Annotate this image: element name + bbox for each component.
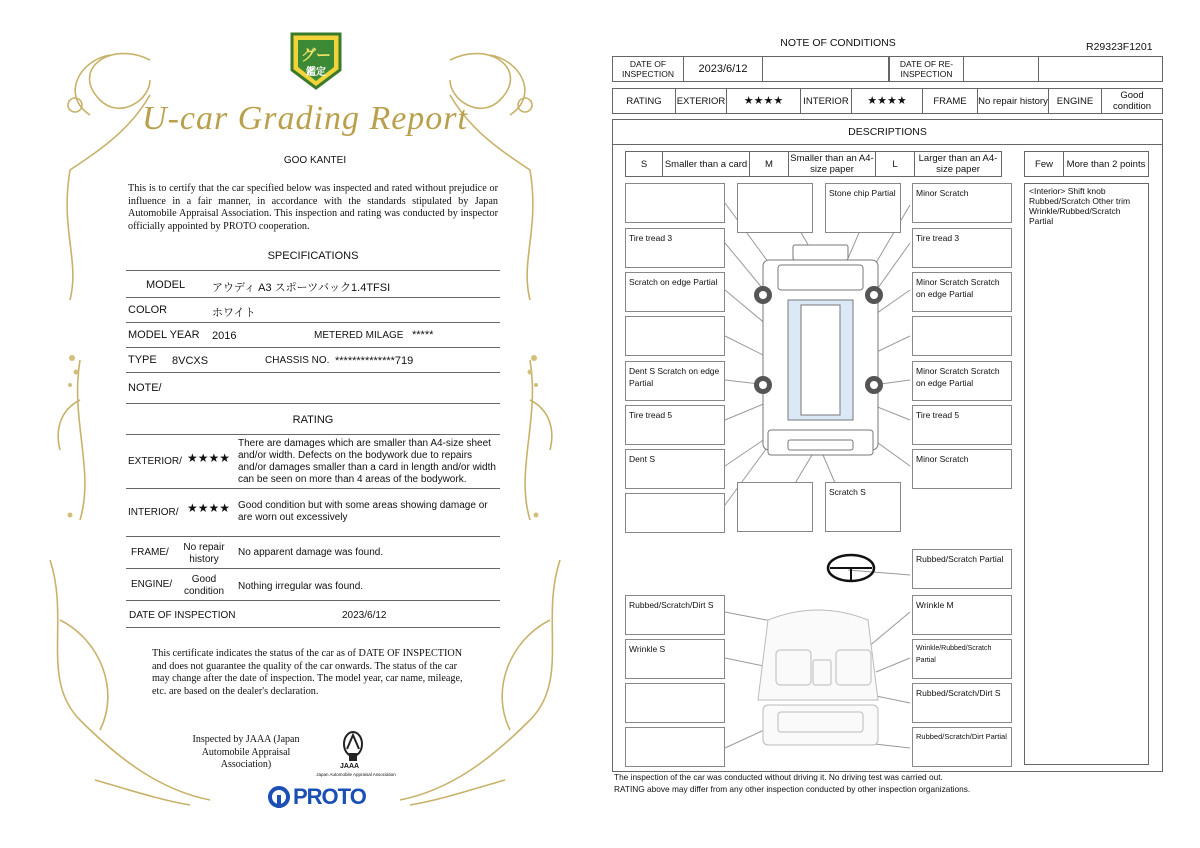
frame-label: FRAME/ — [131, 547, 169, 558]
description-box-rubbed-dirt-right: Rubbed/Scratch/Dirt S — [912, 683, 1012, 723]
interior-notes-box: <Interior> Shift knob Rubbed/Scratch Other trim Wrinkle/Rubbed/Scratch Partial — [1024, 183, 1149, 765]
description-box-dent-scratch-edge: Dent S Scratch on edge Partial — [625, 361, 725, 401]
legend-s: S — [625, 151, 663, 177]
interior-label: INTERIOR — [800, 88, 852, 114]
engine-value: Good condition — [183, 574, 225, 597]
inspected-by-text: Inspected by JAAA (Japan Automobile Appraisal Association) — [192, 734, 300, 771]
interior-stars: ★★★★ — [187, 501, 231, 515]
chassis-label: CHASSIS NO. — [265, 355, 330, 366]
legend-s-desc: Smaller than a card — [662, 151, 750, 177]
descriptions-heading: DESCRIPTIONS — [848, 126, 927, 138]
description-box-rubbed-dirt-left: Rubbed/Scratch/Dirt S — [625, 595, 725, 635]
chassis-value: **************719 — [335, 355, 414, 367]
divider — [126, 372, 500, 373]
description-box-stone-chip: Stone chip Partial — [825, 183, 901, 233]
footer-note-1: The inspection of the car was conducted without driving it. No driving test was carried out. — [614, 772, 943, 782]
exterior-stars: ★★★★ — [187, 451, 231, 465]
description-box-dent-s: Dent S — [625, 449, 725, 489]
description-box-wrinkle-rubbed: Wrinkle/Rubbed/Scratch Partial — [912, 639, 1012, 679]
legend-l-desc: Larger than an A4-size paper — [914, 151, 1002, 177]
date-of-inspection-value: 2023/6/12 — [342, 610, 387, 621]
note-heading: NOTE OF CONDITIONS — [780, 37, 896, 49]
frame-label: FRAME — [922, 88, 978, 114]
engine-label: ENGINE — [1048, 88, 1102, 114]
divider — [126, 322, 500, 323]
description-box-minor-scratch-rear: Minor Scratch — [912, 449, 1012, 489]
engine-description: Nothing irregular was found. — [238, 581, 364, 592]
description-box-scratch-s: Scratch S — [825, 482, 901, 532]
blank-cell — [1038, 56, 1163, 82]
description-box — [625, 683, 725, 723]
description-box — [625, 727, 725, 767]
engine-label: ENGINE/ — [131, 579, 173, 590]
frame-description: No apparent damage was found. — [238, 547, 384, 558]
divider — [126, 403, 500, 404]
legend-l: L — [875, 151, 915, 177]
interior-stars: ★★★★ — [851, 88, 923, 114]
description-box-minor-scratch-edge-1: Minor Scratch Scratch on edge Partial — [912, 272, 1012, 312]
rating-label: RATING — [612, 88, 676, 114]
type-value: 8VCXS — [172, 355, 209, 367]
frame-value: No repair history — [977, 88, 1049, 114]
jaaa-emblem-icon — [338, 727, 368, 763]
frame-value: No repair history — [183, 542, 225, 565]
model-value: アウディ A3 スポーツバック1.4TFSI — [212, 282, 391, 294]
proto-logo-text: PROTO — [293, 784, 366, 809]
date-of-inspection-label: DATE OF INSPECTION — [612, 56, 684, 82]
type-label: TYPE — [128, 354, 157, 366]
divider — [126, 434, 500, 435]
description-box-wrinkle-m: Wrinkle M — [912, 595, 1012, 635]
color-label: COLOR — [128, 304, 168, 316]
jaaa-subtitle: Japan Automobile Appraisal Association — [316, 772, 396, 777]
color-value: ホワイト — [212, 307, 256, 319]
exterior-description: There are damages which are smaller than A4-size sheet and/or width. Defects on the bodywork due to repairs and/or damages smaller than a card in length and/or width can be seen on more than 4 areas of the bodywork. — [238, 438, 496, 485]
exterior-label: EXTERIOR/ — [128, 456, 182, 467]
metered-milage-value: ***** — [412, 329, 434, 341]
description-box-minor-scratch-edge-2: Minor Scratch Scratch on edge Partial — [912, 361, 1012, 401]
interior-description: Good condition but with some areas showing damage or are worn out excessively — [238, 500, 488, 523]
interior-label: INTERIOR/ — [128, 507, 179, 518]
model-year-label: MODEL YEAR — [128, 329, 200, 341]
divider — [126, 600, 500, 601]
rating-heading: RATING — [292, 414, 334, 426]
engine-value: Good condition — [1101, 88, 1163, 114]
description-box-tire-tread-5-left: Tire tread 5 — [625, 405, 725, 445]
divider — [126, 568, 500, 569]
description-box-tire-tread-5-right: Tire tread 5 — [912, 405, 1012, 445]
goo-kantei-badge-icon — [288, 30, 344, 92]
divider — [126, 297, 500, 298]
description-box — [737, 183, 813, 233]
divider — [126, 536, 500, 537]
note-label: NOTE/ — [128, 382, 162, 394]
description-box-rubbed-scratch: Rubbed/Scratch Partial — [912, 549, 1012, 589]
divider — [126, 347, 500, 348]
report-id: R29323F1201 — [1086, 41, 1153, 53]
model-year-value: 2016 — [212, 330, 237, 342]
divider — [126, 627, 500, 628]
disclaimer-text: This certificate indicates the status of the car as of DATE OF INSPECTION and does not guarantee the quality of the car onwards. The status of the car may change after the date of inspection. The model year, car name, mileage, etc. are based on the dealer's declaration. — [152, 648, 463, 697]
description-box — [625, 183, 725, 223]
legend-few-desc: More than 2 points — [1063, 151, 1149, 177]
proto-logo-icon — [268, 786, 292, 810]
legend-few: Few — [1024, 151, 1064, 177]
divider — [126, 488, 500, 489]
exterior-label: EXTERIOR — [675, 88, 727, 114]
description-box-minor-scratch-front: Minor Scratch — [912, 183, 1012, 223]
report-subtitle: GOO KANTEI — [283, 155, 347, 166]
date-of-inspection-value: 2023/6/12 — [683, 56, 763, 82]
description-box — [912, 316, 1012, 356]
exterior-stars: ★★★★ — [726, 88, 801, 114]
description-box — [625, 493, 725, 533]
footer-note-2: RATING above may differ from any other inspection conducted by other inspection organizations. — [614, 784, 971, 794]
certify-text: This is to certify that the car specified below was inspected and rated without prejudice or influence in a fair manner, in accordance with the standards stipulated by Japan Automobile Appraisal Association. This inspection and rating was conducted by inspector officially appointed by PROTO cooperation. — [128, 183, 498, 232]
note-of-conditions — [608, 0, 1200, 848]
divider — [126, 270, 500, 271]
report-title: U-car Grading Report — [142, 100, 468, 137]
jaaa-logo-text: JAAA — [340, 763, 360, 770]
date-of-inspection-label: DATE OF INSPECTION — [129, 610, 236, 621]
svg-text:グー: グー — [300, 46, 332, 64]
description-box-rubbed-dirt-partial: Rubbed/Scratch/Dirt Partial — [912, 727, 1012, 767]
reinspection-label: DATE OF RE-INSPECTION — [899, 59, 954, 79]
description-box — [737, 482, 813, 532]
legend-m: M — [749, 151, 789, 177]
specifications-heading: SPECIFICATIONS — [267, 250, 359, 262]
model-label: MODEL — [146, 279, 186, 291]
description-box — [625, 316, 725, 356]
legend-m-desc: Smaller than an A4-size paper — [788, 151, 876, 177]
description-box-scratch-edge-left: Scratch on edge Partial — [625, 272, 725, 312]
description-box-tire-tread-3-right: Tire tread 3 — [912, 228, 1012, 268]
svg-text:鑑定: 鑑定 — [306, 67, 326, 78]
metered-milage-label: METERED MILAGE — [314, 330, 404, 341]
description-box-tire-tread-3-left: Tire tread 3 — [625, 228, 725, 268]
description-box-wrinkle-s: Wrinkle S — [625, 639, 725, 679]
